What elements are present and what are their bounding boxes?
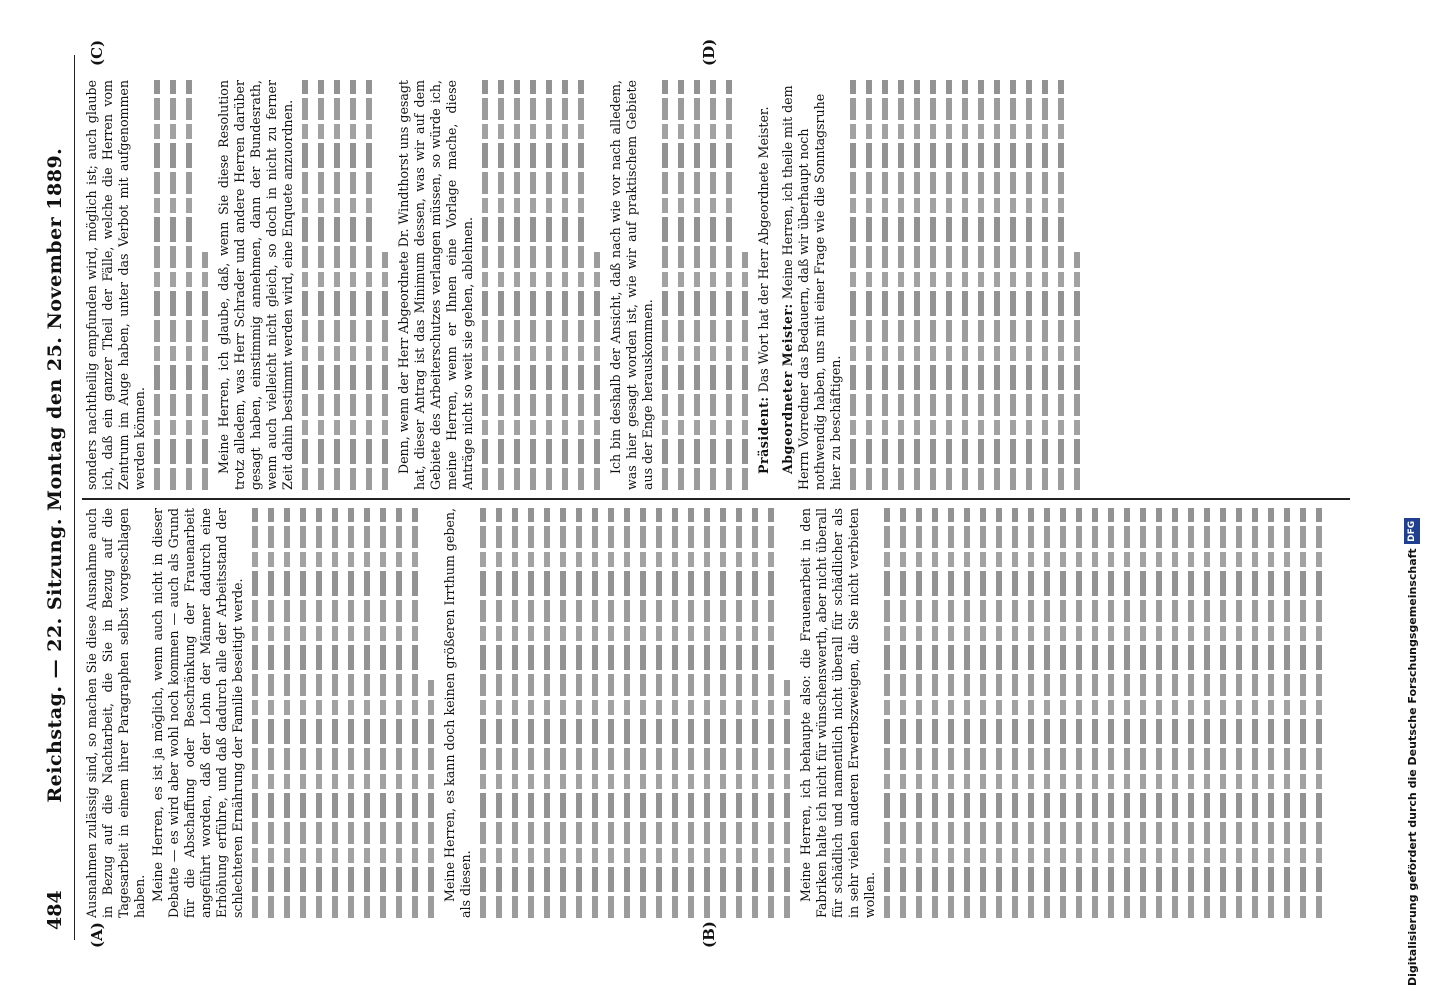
page-number: 484: [44, 890, 66, 930]
illegible-text-block: [850, 80, 1080, 490]
paragraph: Meine Herren, ich glaube, daß, wenn Sie diese Resolution trotz alledem, was Herr Schrader und andere Herren darüber gesagt haben, einstimmig annehmen, dann der Bundesrath, wenn auch vielleicht nicht gleich, so doch in nicht zu ferner Zeit dahin bestimmt werden wird, eine Enquete anzuordnen.: [216, 80, 295, 490]
paragraph: Meine Herren, ich behaupte also: die Frauenarbeit in den Fabriken halte ich nicht für wünschenswerth, aber nicht überall für schädlich und namentlich nicht überall für schädlicher als in sehr vielen anderen Erwerbszweigen, die Sie nicht verbieten wollen.: [798, 508, 877, 918]
paragraph: Ich bin deshalb der Ansicht, daß nach wie vor nach alledem, was hier gesagt worden ist, wie wir auf praktischem Gebiete aus der Enge herauskommen.: [608, 80, 655, 490]
paragraph: Ausnahmen zulässig sind, so machen Sie diese Ausnahme auch in Bezug auf die Nachtarbeit, die Sie in Bezug auf die Tagesarbeit in einem ihrer Paragraphen selbst vorgeschlagen haben.: [84, 508, 147, 918]
running-title: Reichstag. — 22. Sitzung. Montag den 25. November 1889.: [44, 147, 66, 803]
margin-letter-b: (B): [700, 921, 718, 948]
right-column: [84, 80, 1346, 490]
dfg-logo: DFG: [1404, 518, 1420, 544]
column-divider: [82, 498, 1350, 500]
speaker-line: [780, 80, 844, 490]
illegible-text-block: [154, 80, 208, 490]
paragraph: Denn, wenn der Herr Abgeordnete Dr. Windthorst uns gesagt hat, dieser Antrag ist das Minimum dessen, was wir auf dem Gebiete des Arbeiterschutzes verlangen müssen, so würde ich, meine Herren, wenn er Ihnen eine Vorlage mache, diese Anträge nicht so weit sie gehen, ablehnen.: [396, 80, 475, 490]
margin-letter-a: (A): [88, 922, 106, 948]
speaker-line: [756, 80, 772, 490]
speaker-text: Meine Herren, ich theile mit dem Herrn Vorredner das Bedauern, daß wir überhaupt noch nothwendig haben, uns mit einer Frage wie die Sonntagsruhe hier zu beschäftigen.: [780, 85, 843, 490]
paragraph: Meine Herren, es kann doch keinen größeren Irrthum geben, als diesen.: [442, 508, 473, 918]
digitization-credit: [1404, 26, 1420, 986]
illegible-text-block: [482, 80, 600, 490]
paragraph: sonders nachtheilig empfunden wird, möglich ist; auch glaube ich, daß ein ganzer Theil der Fälle, welche die Herren vom Zentrum im Auge haben, unter das Verbot mit aufgenommen werden können.: [84, 80, 147, 490]
left-column: [84, 508, 1346, 918]
illegible-text-block: [884, 508, 1322, 918]
margin-letter-d: (D): [700, 38, 718, 66]
illegible-text-block: [662, 80, 748, 490]
speaker-text: Das Wort hat der Herr Abgeordnete Meister.: [756, 106, 771, 393]
paragraph: Meine Herren, es ist ja möglich, wenn auch nicht in dieser Debatte — es wird aber wohl noch kommen — auch als Grund für die Abschaffung oder Beschränkung der Frauenarbeit angeführt worden, daß der Lohn der Männer dadurch eine Erhöhung erführe, und daß dadurch alle der Arbeitsstand der schlechteren Ernährung der Familie beseitigt werde.: [150, 508, 245, 918]
page-header: [40, 60, 70, 930]
illegible-text-block: [252, 508, 434, 918]
header-rule: [74, 55, 75, 940]
illegible-text-block: [302, 80, 388, 490]
speaker-name: Abgeordneter Meister:: [780, 303, 795, 474]
illegible-text-block: [480, 508, 790, 918]
margin-letter-c: (C): [88, 39, 106, 66]
credit-text: Digitalisierung gefördert durch die Deutsche Forschungsgemeinschaft: [1405, 548, 1419, 986]
speaker-name: Präsident:: [756, 396, 771, 474]
